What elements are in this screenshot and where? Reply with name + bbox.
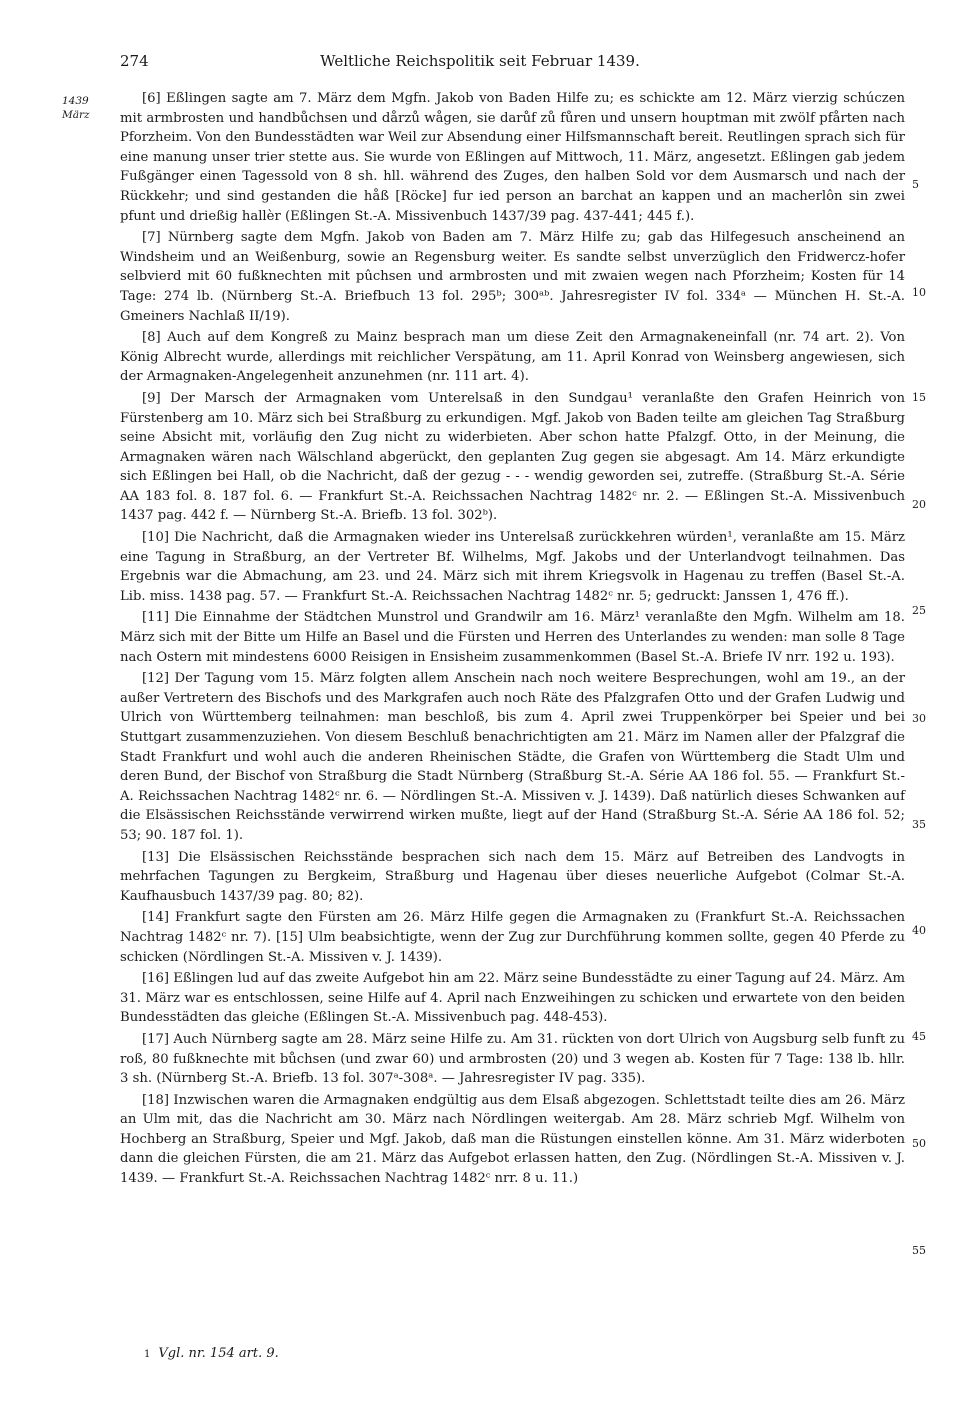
line-number: 25 xyxy=(912,604,926,617)
paragraph-16: [16] Eßlingen lud auf das zweite Aufgebot hin am 22. März seine Bundesstädte zu einer Tagung auf 24. März. Am 31. März war es entschlossen, seine Hilfe auf 4. April nach Enzweihingen zu schicken und erwartete von den beiden Bundesstädten das gleiche (Eßlingen St.-A. Missivenbuch pag. 448-453). xyxy=(120,971,905,1026)
line-number: 40 xyxy=(912,924,926,937)
paragraph-17: [17] Auch Nürnberg sagte am 28. März seine Hilfe zu. Am 31. rückten von dort Ulrich von Augsburg selb funft zu roß, 80 fußknechte mit bůchsen (und zwar 60) und armbrosten (20) und 3 wegen ab. Kosten für 7 Tage: 138 lb. hllr. 3 sh. (Nürnberg St.-A. Briefb. 13 fol. 307ᵃ-308ᵃ. — Jahresregister IV pag. 335). xyxy=(120,1031,905,1087)
footnote-mark: 1 xyxy=(144,1349,151,1360)
running-title: Weltliche Reichspolitik seit Februar 1439. xyxy=(320,52,640,70)
line-number: 30 xyxy=(912,712,926,725)
line-number: 5 xyxy=(912,178,919,191)
margin-year: 1439 xyxy=(62,95,89,107)
line-number: 55 xyxy=(912,1244,926,1257)
line-number: 10 xyxy=(912,286,926,299)
paragraph-18: [18] Inzwischen waren die Armagnaken endgültig aus dem Elsaß abgezogen. Schlettstadt teilte dies am 26. März an Ulm mit, das die Nachricht am 30. März nach Nördlingen weitergab. Am 28. März schrieb Mgf. Wilhelm von Hochberg an Straßburg, Speier und Mgf. Jakob, daß man die Rüstungen einstellen könne. Am 31. März widerboten dann die gleichen Fürsten, die am 21. März das Aufgebot erlassen hatten, den Zug. (Nördlingen St.-A. Missiven v. J. 1439. — Frankfurt St.-A. Reichssachen Nachtrag 1482ᶜ nrr. 8 u. 11.) xyxy=(120,1092,905,1187)
paragraph-10: [10] Die Nachricht, daß die Armagnaken wieder ins Unterelsaß zurückkehren würden¹, veranlaßte am 15. März eine Tagung in Straßburg, an der Vertreter Bf. Wilhelms, Mgf. Jakobs und der Unterlandvogt teilnahmen. Das Ergebnis war die Abmachung, am 23. und 24. März sich mit ihrem Kriegsvolk in Hagenau zu treffen (Basel St.-A. Lib. miss. 1438 pag. 57. — Frankfurt St.-A. Reichssachen Nachtrag 1482ᶜ nr. 5; gedruckt: Janssen 1, 476 ff.). xyxy=(120,530,905,604)
paragraph-9: [9] Der Marsch der Armagnaken vom Unterelsaß in den Sundgau¹ veranlaßte den Grafen Heinrich von Fürstenberg am 10. März sich bei Straßburg zu erkundigen. Mgf. Jakob von Baden teilte am gleichen Tag Straßburg seine Absicht mit, vorläufig den Zug nicht zu widerbieten. Aber schon hatte Pfalzgf. Otto, in der Meinung, die Armagnaken wären nach Wälschland abgerückt, den geplanten Zug gegen sie abgesagt. Am 14. März erkundigte sich Eßlingen bei Hall, ob die Nachricht, daß der gezug - - - wendig geworden sei, zutreffe. (Straßburg St.-A. Série AA 183 fol. 8. 187 fol. 6. — Frankfurt St.-A. Reichssachen Nachtrag 1482ᶜ nr. 2. — Eßlingen St.-A. Missivenbuch 1437 pag. 442 f. — Nürnberg St.-A. Briefb. 13 fol. 302ᵇ). xyxy=(120,390,905,524)
paragraph-14-15: [14] Frankfurt sagte den Fürsten am 26. März Hilfe gegen die Armagnaken zu (Frankfurt St.-A. Reichssachen Nachtrag 1482ᶜ nr. 7). [15] Ulm beabsichtigte, wenn der Zug zur Durchführung kommen sollte, gegen 40 Pferde zu schicken (Nördlingen St.-A. Missiven v. J. 1439). xyxy=(120,910,905,965)
paragraph-7: [7] Nürnberg sagte dem Mgfn. Jakob von Baden am 7. März Hilfe zu; gab das Hilfegesuch anscheinend an Windsheim und an Weißenburg, sowie an Regensburg weiter. Es sandte selbst unverzüglich den Fridwercz-hofer selbvierd mit 60 fußknechten mit pûchsen und armbrosten und mit zwaien wegen nach Pforzheim; Kosten für 14 Tage: 274 lb. (Nürnberg St.-A. Briefbuch 13 fol. 295ᵇ; 300ᵃᵇ. Jahresregister IV fol. 334ᵃ — München H. St.-A. Gmeiners Nachlaß II/19). xyxy=(120,230,905,324)
body-text xyxy=(120,89,905,1191)
margin-date xyxy=(62,94,90,122)
page-number: 274 xyxy=(120,52,149,70)
paragraph-13: [13] Die Elsässischen Reichsstände besprachen sich nach dem 15. März auf Betreiben des Landvogts in mehrfachen Tagungen zu Bergkeim, Straßburg und Hagenau über dieses neuerliche Aufgebot (Colmar St.-A. Kaufhausbuch 1437/39 pag. 80; 82). xyxy=(120,849,905,904)
footnote xyxy=(144,1346,279,1361)
paragraph-12: [12] Der Tagung vom 15. März folgten allem Anschein nach noch weitere Besprechungen, wohl am 19., an der außer Vertretern des Bischofs und des Markgrafen auch noch Räte des Pfalzgrafen Otto und der Grafen Ludwig und Ulrich von Württemberg teilnahmen: man beschloß, bis zum 4. April zwei Truppenkörper bei Speier und bei Stuttgart zusammenzuziehen. Von diesem Beschluß benachrichtigten am 21. März im Namen aller der Pfalzgraf die Stadt Frankfurt und wohl auch die anderen Rheinischen Städte, die Grafen von Württemberg die Stadt Ulm und deren Bund, der Bischof von Straßburg die Stadt Nürnberg (Straßburg St.-A. Série AA 186 fol. 55. — Frankfurt St.-A. Reichssachen Nachtrag 1482ᶜ nr. 6. — Nördlingen St.-A. Missiven v. J. 1439). Daß natürlich dieses Schwanken auf die Elsässischen Reichsstände verwirrend wirken mußte, liegt auf der Hand (Straßburg St.-A. Série AA 186 fol. 52; 53; 90. 187 fol. 1). xyxy=(120,671,905,843)
line-number: 50 xyxy=(912,1137,926,1150)
line-number: 20 xyxy=(912,498,926,511)
line-number: 45 xyxy=(912,1030,926,1043)
paragraph-8: [8] Auch auf dem Kongreß zu Mainz besprach man um diese Zeit den Armagnakeneinfall (nr. 74 art. 2). Von König Albrecht wurde, allerdings mit reichlicher Verspätung, am 11. April Konrad von Weinsberg angewiesen, sich der Armagnaken-Angelegenheit anzunehmen (nr. 111 art. 4). xyxy=(120,330,905,385)
paragraph-11: [11] Die Einnahme der Städtchen Munstrol und Grandwilr am 16. März¹ veranlaßte den Mgfn. Wilhelm am 18. März sich mit der Bitte um Hilfe an Basel und die Fürsten und Herren des Unterlandes zu wenden: man solle 8 Tage nach Ostern mit mindestens 6000 Reisigen in Ensisheim zusammenkommen (Basel St.-A. Briefe IV nrr. 192 u. 193). xyxy=(120,610,905,665)
footnote-text: Vgl. nr. 154 art. 9. xyxy=(158,1346,279,1361)
line-number: 15 xyxy=(912,391,926,404)
paragraph-6: [6] Eßlingen sagte am 7. März dem Mgfn. Jakob von Baden Hilfe zu; es schickte am 12. März vierzig schúczen mit armbrosten und handbůchsen und dårzů wågen, sie darůf zů fůren und unsern houptman mit zwölf pfårten nach Pforzheim. Von den Bundesstädten war Weil zur Absendung einer Hilfsmannschaft bereit. Reutlingen sprach sich für eine manung unser trier stette aus. Sie wurde von Eßlingen auf Mittwoch, 11. März, angesetzt. Eßlingen gab jedem Fußgänger einen Tagessold von 8 sh. hll. während des Zuges, den halben Sold vor dem Ausmarsch und nach der Rückkehr; und sind gestanden die håß [Röcke] fur ied person an barchat an kappen und an macherlôn sin zwei pfunt und drießig hallèr (Eßlingen St.-A. Missivenbuch 1437/39 pag. 437-441; 445 f.). xyxy=(120,91,905,224)
line-number: 35 xyxy=(912,818,926,831)
margin-month: März xyxy=(62,109,90,121)
